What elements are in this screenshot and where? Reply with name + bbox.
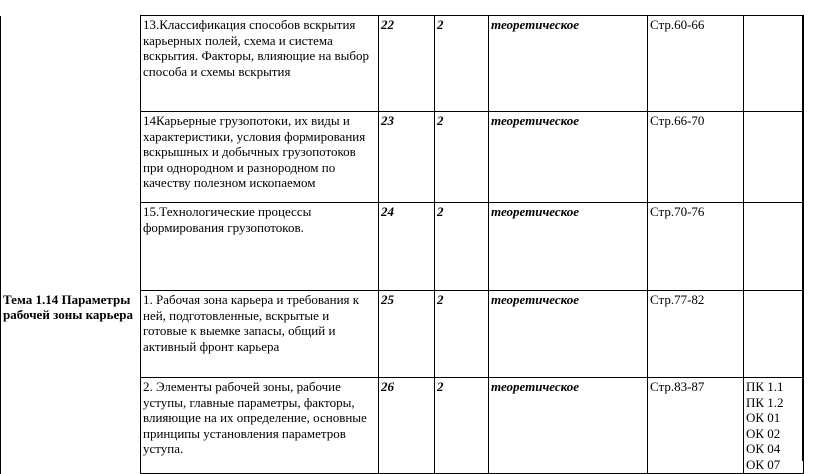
- lesson-type-cell: теоретическое: [489, 203, 648, 291]
- lesson-number-cell: 26: [379, 378, 435, 474]
- lesson-content-cell: 1. Рабочая зона карьера и требования к ней, подготовленные, вскрытые и готовые к выемке запасы, общий и активный фронт карьера: [141, 291, 379, 378]
- topic-cell: [1, 112, 141, 203]
- hours-cell: 2: [435, 112, 489, 203]
- lesson-plan-table: [0, 15, 804, 474]
- topic-cell: Тема 1.14 Параметры рабочей зоны карьера: [1, 291, 141, 378]
- lesson-number-cell: 23: [379, 112, 435, 203]
- competencies-cell: [744, 112, 804, 203]
- lesson-content-cell: 14Карьерные грузопотоки, их виды и характеристики, условия формирования вскрышных и добычных грузопотоков при однородном и разнородном по качеству полезном ископаемом: [141, 112, 379, 203]
- competency-code: ОК 07: [746, 456, 781, 472]
- table-row: [1, 291, 804, 378]
- next-column-border: [802, 15, 816, 461]
- topic-cell: [1, 203, 141, 291]
- competency-code: ОК 02: [746, 425, 781, 441]
- lesson-content-cell: 2. Элементы рабочей зоны, рабочие уступы, главные параметры, факторы, влияющие на их определение, основные принципы установления параметров уступа.: [141, 378, 379, 474]
- competency-code: ОК 01: [746, 410, 781, 425]
- pages-cell: Стр.83-87: [648, 378, 744, 474]
- table-row: [1, 203, 804, 291]
- competency-code: ПК 1.1: [746, 379, 784, 394]
- lesson-content-cell: 13.Классификация способов вскрытия карьерных полей, схема и система вскрытия. Факторы, влияющие на выбор способа и схемы вскрытия: [141, 16, 379, 112]
- lesson-type-cell: теоретическое: [489, 378, 648, 474]
- lesson-content-cell: 15.Технологические процессы формирования грузопотоков.: [141, 203, 379, 291]
- pages-cell: Стр.66-70: [648, 112, 744, 203]
- hours-cell: 2: [435, 16, 489, 112]
- topic-cell: [1, 16, 141, 112]
- pages-cell: Стр.70-76: [648, 203, 744, 291]
- hours-cell: 2: [435, 378, 489, 474]
- table-row: [1, 16, 804, 112]
- table-row: [1, 378, 804, 474]
- lesson-number-cell: 24: [379, 203, 435, 291]
- competencies-cell: [744, 203, 804, 291]
- pages-cell: Стр.77-82: [648, 291, 744, 378]
- competencies-cell: [744, 16, 804, 112]
- lesson-type-cell: теоретическое: [489, 291, 648, 378]
- topic-cell: [1, 378, 141, 474]
- lesson-type-cell: теоретическое: [489, 112, 648, 203]
- lesson-type-cell: теоретическое: [489, 16, 648, 112]
- hours-cell: 2: [435, 291, 489, 378]
- competencies-cell: [744, 291, 804, 378]
- competency-code: ПК 1.2: [746, 394, 784, 410]
- lesson-number-cell: 22: [379, 16, 435, 112]
- table-row: [1, 112, 804, 203]
- competencies-cell: [744, 378, 804, 474]
- competency-code: ОК 04: [746, 441, 781, 456]
- lesson-number-cell: 25: [379, 291, 435, 378]
- hours-cell: 2: [435, 203, 489, 291]
- pages-cell: Стр.60-66: [648, 16, 744, 112]
